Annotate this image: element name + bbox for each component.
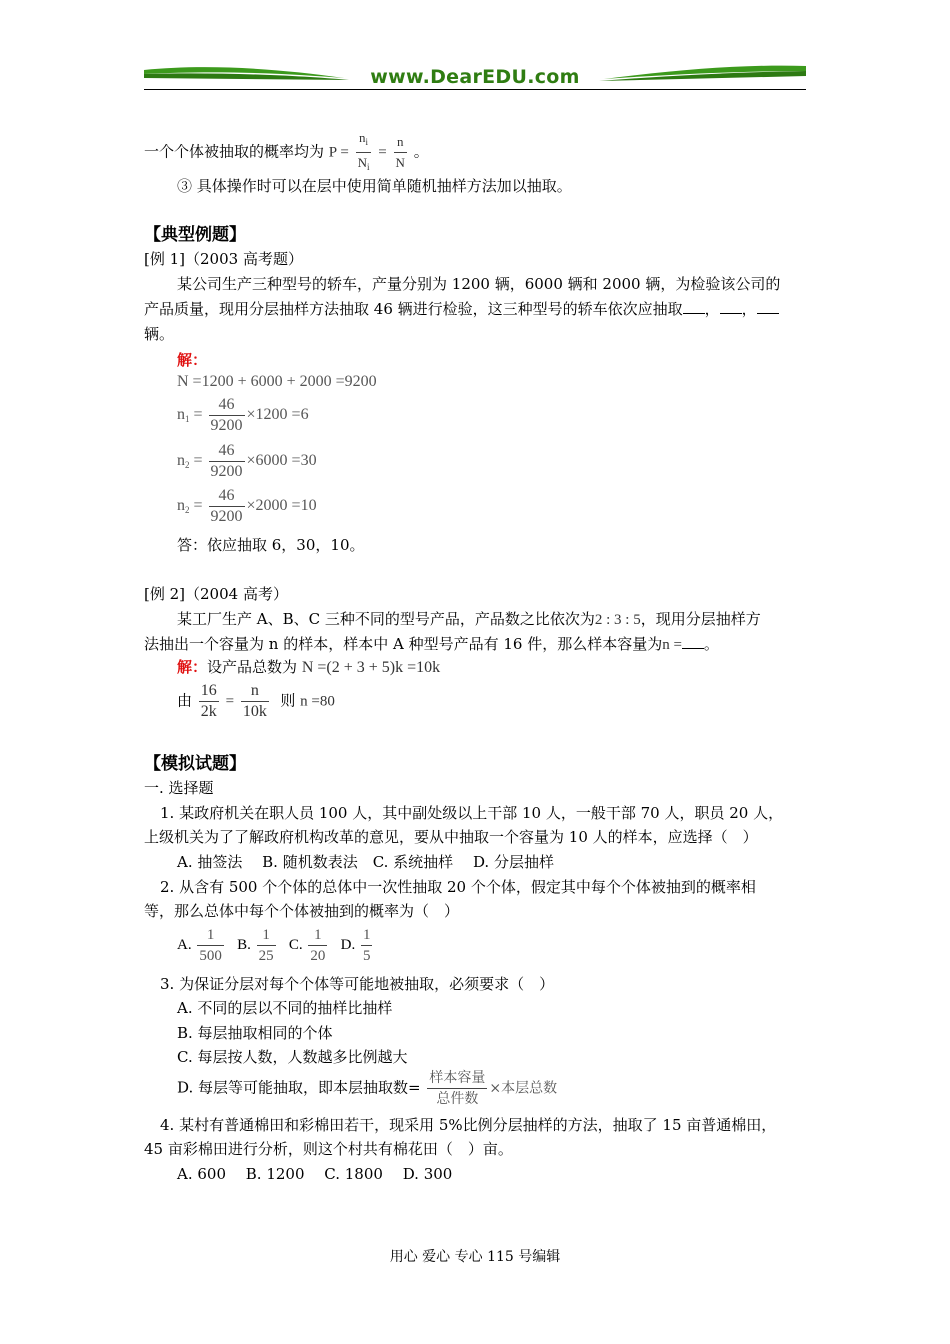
example-1-tag: [例 1]（2003 高考题） xyxy=(144,250,303,268)
fraction-46-9200: $\frac{46}{9200}$ xyxy=(210,396,243,434)
page-footer: 用心 爱心 专心 115 号编辑 xyxy=(389,1249,561,1265)
equation-n1: $n_1$ = $\frac{46}{9200}$ ×1200 =6 xyxy=(177,396,309,434)
answer-blank xyxy=(757,299,779,314)
example-1-answer: 答：依应抽取 6，30，10。 xyxy=(177,536,365,554)
fraction-n-10k: $\frac{n}{10k}$ xyxy=(242,682,267,720)
question-1-line-2: 上级机关为了了解政府机构改革的意见，要从中抽取一个容量为 10 人的样本，应选择（ ） xyxy=(144,828,758,846)
math-P: P = xyxy=(328,144,349,161)
question-2-options: A. $\frac{1}{500}$ B. $\frac{1}{25}$ C. $\frac{1}{20}$ D. $\frac{1}{5}$ xyxy=(177,927,371,964)
example-1-question-line-2: 产品质量，现用分层抽样方法抽取 46 辆进行检验，这三种型号的轿车依次应抽取 ， ， xyxy=(144,299,779,319)
example-2-tag: [例 2]（2004 高考） xyxy=(144,585,288,603)
examples-heading: 【典型例题】 xyxy=(144,225,246,245)
step-3-text: ③ 具体操作时可以在层中使用简单随机抽样方法加以抽取。 xyxy=(177,177,572,195)
fraction-sample-size: $\frac{\text{样本容量}}{\text{总件数}}$ xyxy=(429,1070,486,1107)
question-1-line-1: 1. 某政府机关在职人员 100 人，其中副处级以上干部 10 人，一般干部 70 人，职员 20 人， xyxy=(160,804,784,822)
equation-n2: $n_2$ = $\frac{46}{9200}$ ×6000 =30 xyxy=(177,442,317,480)
fraction-16-2k: $\frac{16}{2k}$ xyxy=(200,682,217,720)
question-4-line-2: 45 亩彩棉田进行分析，则这个村共有棉花田（ ）亩。 xyxy=(144,1140,513,1158)
question-1-options: A. 抽签法 B. 随机数表法 C. 系统抽样 D. 分层抽样 xyxy=(177,853,554,871)
header-rule xyxy=(144,89,806,90)
page-header xyxy=(144,62,806,92)
answer-blank xyxy=(683,299,705,314)
example-1-question-line-3: 辆。 xyxy=(144,325,175,343)
example-1-question-line-1: 某公司生产三种型号的轿车，产量分别为 1200 辆，6000 辆和 2000 辆，为检验该公司的 xyxy=(177,275,781,293)
fraction-ni-Ni: $\frac{n_i}{N_i}$ xyxy=(357,130,370,172)
example-2-question-line-2: 法抽出一个容量为 n 的样本，样本中 A 种型号产品有 16 件，那么样本容量为n = 。 xyxy=(144,635,719,653)
probability-line: 一个个体被抽取的概率均为 P = $\frac{n_i}{N_i}$ = $\frac{n}{N}$ 。 xyxy=(144,128,429,177)
question-3-option-d: D. 每层等可能抽取，即本层抽取数= $\frac{\text{样本容量}}{\text{总件数}}$ ×本层总数 xyxy=(177,1070,558,1107)
probability-text: 一个个体被抽取的概率均为 xyxy=(144,142,325,161)
equation-n3: $n_2$ = $\frac{46}{9200}$ ×2000 =10 xyxy=(177,487,317,525)
simulation-heading: 【模拟试题】 xyxy=(144,754,246,774)
equation-N-total: N =1200 + 6000 + 2000 =9200 xyxy=(177,373,377,390)
question-2-line-2: 等，那么总体中每个个体被抽到的概率为（ ） xyxy=(144,902,460,920)
answer-blank xyxy=(682,634,704,649)
example-2-question-line-1: 某工厂生产 A、B、C 三种不同的型号产品，产品数之比依次为2 : 3 : 5，现用分层抽样方 xyxy=(177,610,761,628)
example-2-equation: 由 $\frac{16}{2k}$ = $\frac{n}{10k}$ 则 n =80 xyxy=(177,682,335,720)
fraction-n-N: $\frac{n}{N}$ xyxy=(395,134,405,170)
site-logo-text[interactable]: www.DearEDU.com xyxy=(370,66,580,88)
fraction-46-9200: $\frac{46}{9200}$ xyxy=(210,487,243,525)
example-2-solution: 解：设产品总数为 N =(2 + 3 + 5)k =10k xyxy=(177,658,441,676)
question-3-option-a: A. 不同的层以不同的抽样比抽样 xyxy=(177,999,393,1017)
question-4-line-1: 4. 某村有普通棉田和彩棉田若干，现采用 5%比例分层抽样的方法，抽取了 15 亩普通棉田， xyxy=(160,1116,777,1134)
fraction-46-9200: $\frac{46}{9200}$ xyxy=(210,442,243,480)
question-3-option-c: C. 每层按人数，人数越多比例越大 xyxy=(177,1048,408,1066)
answer-blank xyxy=(720,299,742,314)
question-3-option-b: B. 每层抽取相同的个体 xyxy=(177,1024,333,1042)
question-4-options: A. 600 B. 1200 C. 1800 D. 300 xyxy=(177,1165,453,1183)
section-choice-title: 一. 选择题 xyxy=(144,779,214,797)
example-1-solution-label: 解： xyxy=(177,351,208,369)
question-3-line-1: 3. 为保证分层对每个个体等可能地被抽取，必须要求（ ） xyxy=(160,975,555,993)
question-2-line-1: 2. 从含有 500 个个体的总体中一次性抽取 20 个个体，假定其中每个个体被抽到的概率相 xyxy=(160,878,756,896)
